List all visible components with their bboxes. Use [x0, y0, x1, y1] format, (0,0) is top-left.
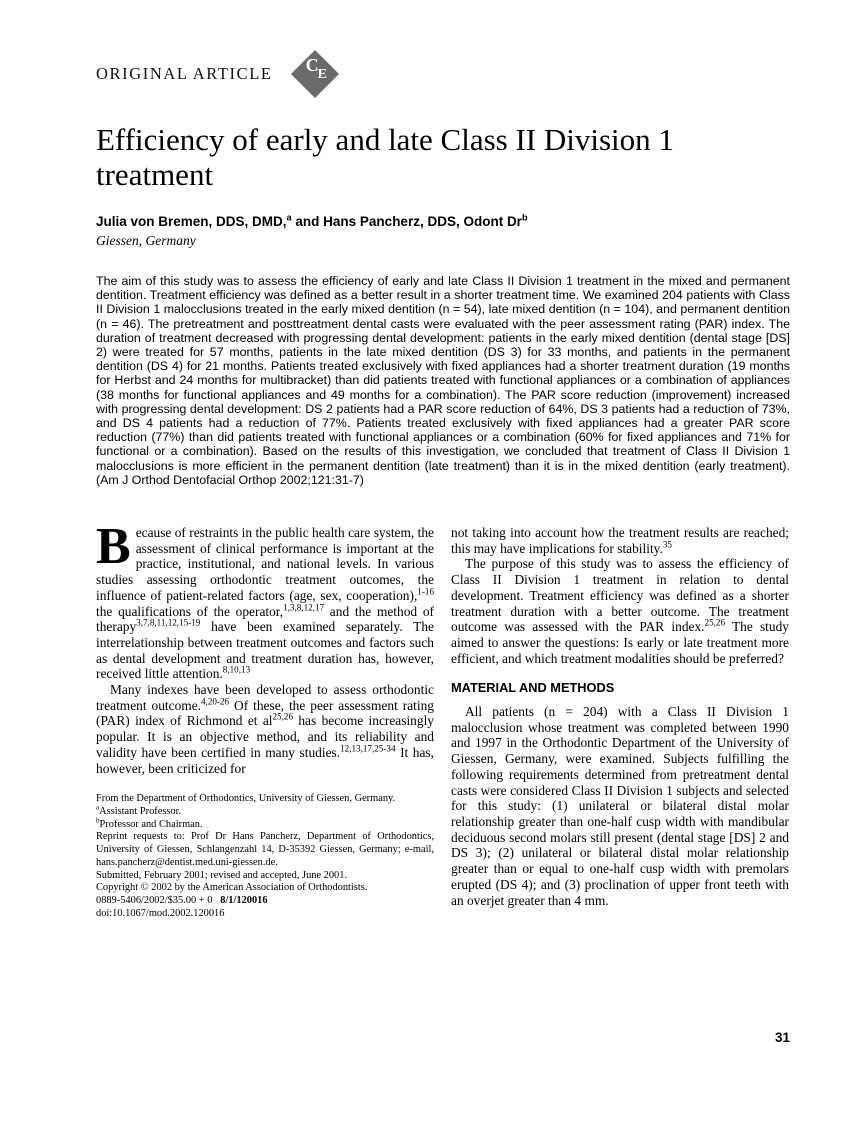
footnote-submitted: Submitted, February 2001; revised and accepted, June 2001. [96, 869, 348, 881]
article-title: Efficiency of early and late Class II Division 1 treatment [96, 122, 674, 192]
ce-logo-letter-e: E [317, 67, 327, 82]
left-column [96, 518, 434, 920]
ce-credit-logo [287, 46, 343, 102]
dropcap: B [96, 518, 131, 576]
article-header [96, 46, 790, 102]
footnote-doi: doi:10.1067/mod.2002.120016 [96, 907, 225, 919]
right-column [451, 525, 789, 920]
footnote-block [96, 793, 434, 920]
ce-logo-letter-c: C [305, 55, 319, 75]
page-content [96, 0, 790, 920]
affiliation: Giessen, Germany [96, 233, 196, 248]
footnote-author-b: $^b$Professor and Chairman. [96, 816, 203, 830]
footnote-issn-code: 0889-5406/2002/$35.00 + 0 8/1/120016 [96, 894, 268, 906]
paragraph-indexes: Many indexes have been developed to assess orthodontic treatment outcome.$^{4,20-26}$ Of these, the peer assessment rating (PAR) index of Richmond et al$^{25,26}$ has become increasingly popular. It is an objective method, and its reliability and validity have been certified in many studies.$^{12,13,17,25-34}$ It has, however, been criticized for [96, 682, 434, 776]
article-type-label: ORIGINAL ARTICLE [96, 64, 273, 83]
paragraph-continuation: not taking into account how the treatment results are reached; this may have implications for stability.$^{35}$ [451, 525, 789, 556]
page-number: 31 [774, 1030, 790, 1045]
footnote-author-a: $^a$Assistant Professor. [96, 803, 182, 817]
intro-paragraph-text: ecause of restraints in the public health care system, the assessment of clinical performance is important at the practice, institutional, and national levels. In various studies assessing orthodontic treatment outcomes, the influence of patient-related factors (age, sex, cooperation),$^{1-16}$ the qualifications of the operator,$^{1,3,8,12,17}$ and the method of therapy$^{3,7,8,11,12,15-19}$ have been examined separately. The interrelationship between treatment outcomes and factors such as dental development and treatment duration has, however, received little attention.$^{8,10,13}$ [96, 525, 434, 682]
body-columns [96, 518, 790, 920]
abstract: The aim of this study was to assess the efficiency of early and late Class II Division 1 treatment in the mixed and permanent dentition. Treatment efficiency was defined as a better result in a shorter treatment time. We examined 204 patients with Class II Division 1 malocclusions treated in the early mixed dentition (n = 54), late mixed dentition (n = 104), and permanent dentition (n = 46). The pretreatment and posttreatment dental casts were evaluated with the peer assessment rating (PAR) index. The duration of treatment decreased with progressing dental development: patients in the early mixed dentition (dental stage [DS] 2) were treated for 57 months, patients in the late mixed dentition (DS 3) for 33 months, and patients in the permanent dentition (DS 4) for 21 months. Patients treated exclusively with fixed appliances had a shorter treatment duration (19 months for Herbst and 24 months for multibracket) than did patients treated with functional appliances or a combination of appliances (38 months for functional appliances and 49 months for a combination). The PAR score reduction (improvement) increased with progressing dental development: DS 2 patients had a PAR score reduction of 64%, DS 3 patients had a reduction of 73%, and DS 4 patients had a reduction of 77%. Patients treated exclusively with fixed appliances had a greater PAR score reduction (77%) than did patients treated with functional appliances or a combination (60% for fixed appliances and 71% for functional or a combination). Based on the results of this investigation, we concluded that treatment of Class II Division 1 malocclusions is more efficient in the permanent dentition (late treatment) than it is in the mixed dentition (early treatment). (Am J Orthod Dentofacial Orthop 2002;121:31-7) [96, 274, 790, 487]
author-line: Julia von Bremen, DDS, DMD,$^a$ and Hans Pancherz, DDS, Odont Dr$^b$ [96, 212, 528, 229]
paragraph-patients: All patients (n = 204) with a Class II Division 1 malocclusion whose treatment was completed between 1990 and 1997 in the Orthodontic Department of the University of Giessen, Germany, were examined. Subjects fulfilling the following requirements determined from pretreatment dental casts were considered Class II Division 1 subjects and selected for this study: (1) unilateral or bilateral distal molar relationship greater than one-half cusp width with mandibular deciduous second molars still present (dental stage [DS] 2 and DS 3); (2) unilateral or bilateral distal molar relationship greater than or equal to one-half cusp width with premolars erupted (DS 4); and (3) proclination of upper front teeth with an overjet greater than 4 mm. [451, 704, 789, 908]
intro-paragraph [96, 518, 434, 682]
footnote-copyright: Copyright © 2002 by the American Association of Orthodontists. [96, 882, 368, 894]
section-heading-material-methods: MATERIAL AND METHODS [451, 680, 615, 696]
paragraph-purpose: The purpose of this study was to assess the efficiency of Class II Division 1 treatment in relation to dental development. Treatment efficiency was defined as a shorter treatment duration with a better outcome. The treatment outcome was assessed with the PAR index.$^{25,26}$ The study aimed to answer the questions: Is early or late treatment more efficient, and which treatment modalities should be preferred? [451, 556, 789, 666]
footnote-department: From the Department of Orthodontics, University of Giessen, Germany. [96, 793, 396, 805]
footnote-reprint-requests: Reprint requests to: Prof Dr Hans Pancherz, Department of Orthodontics, University of Giessen, Schlangenzahl 14, D-35392 Giessen, Germany; e-mail, hans.pancherz@dentist.med.uni-giessen.de. [96, 831, 434, 868]
